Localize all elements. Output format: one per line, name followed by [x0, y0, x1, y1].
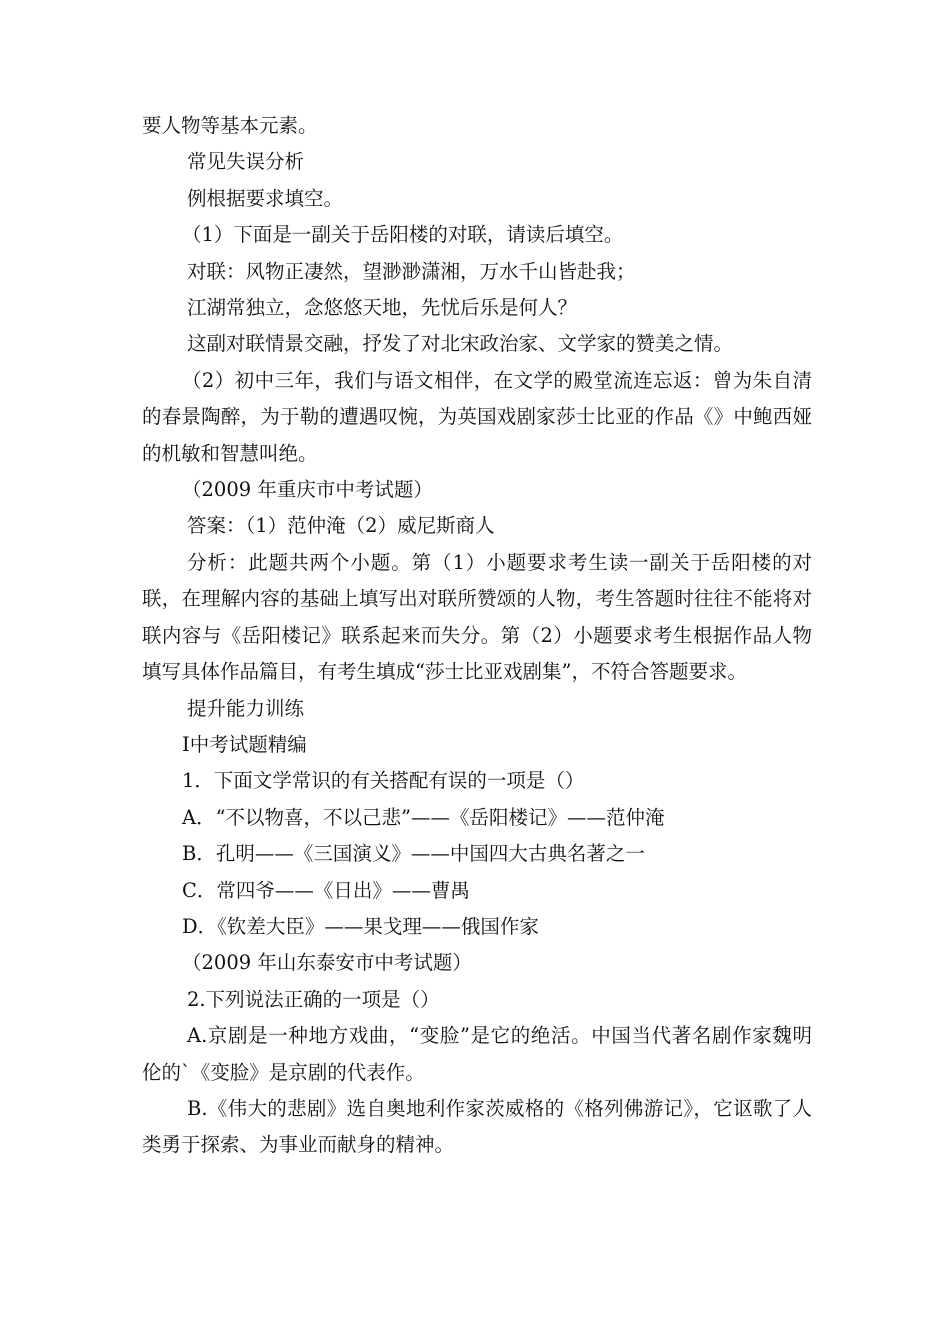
paragraph-intro-tail: 要人物等基本元素。 — [142, 114, 318, 137]
paragraph-source-taian: （2009 年山东泰安市中考试题） — [182, 951, 472, 975]
paragraph-question-1: （1）下面是一副关于岳阳楼的对联，请读后填空。 — [182, 223, 624, 247]
question-2-option-b: B.《伟大的悲剧》选自奥地利作家茨威格的《格列佛游记》，它讴歌了人类勇于探索、为事业而献身的精神。 — [142, 1096, 812, 1157]
question-1-option-c: C．常四爷——《日出》——曹禺 — [182, 878, 470, 902]
paragraph-analysis: 分析：此题共两个小题。第（1）小题要求考生读一副关于岳阳楼的对联，在理解内容的基础上填写出对联所赞颂的人物，考生答题时往往不能将对联内容与《岳阳楼记》联系起来而失分。第（2）小题要求考生根据作品人物填写具体作品篇目，有考生填成“莎士比亚戏剧集”，不符合答题要求。 — [142, 550, 812, 684]
question-1-option-a: A．“不以物喜，不以己悲”——《岳阳楼记》——范仲淹 — [182, 805, 665, 829]
paragraph-example: 例根据要求填空。 — [187, 186, 344, 210]
section-heading-common-errors: 常见失误分析 — [187, 150, 305, 174]
question-2-stem: 2.下列说法正确的一项是（） — [187, 987, 440, 1011]
paragraph-question-2: （2）初中三年，我们与语文相伴，在文学的殿堂流连忘返：曾为朱自清的春景陶醉，为于勒的遭遇叹惋，为英国戏剧家莎士比亚的作品《》中鲍西娅的机敏和智慧叫绝。 — [142, 368, 812, 465]
question-1-stem: 1．下面文学常识的有关搭配有误的一项是（） — [182, 769, 585, 793]
paragraph-couplet-line-1: 对联：风物正凄然，望渺渺潇湘，万水千山皆赴我； — [187, 259, 636, 283]
document-body — [142, 108, 812, 1164]
question-2-option-a: A.京剧是一种地方戏曲，“变脸”是它的绝活。中国当代著名剧作家魏明伦的`《变脸》是京剧的代表作。 — [142, 1024, 812, 1084]
question-1-option-b: B．孔明——《三国演义》——中国四大古典名著之一 — [182, 842, 645, 866]
paragraph-couplet-line-2: 江湖常独立，念悠悠天地，先忧后乐是何人？ — [187, 296, 578, 320]
paragraph-answer: 答案：（1）范仲淹（2）威尼斯商人 — [187, 514, 495, 538]
paragraph-couplet-comment: 这副对联情景交融，抒发了对北宋政治家、文学家的赞美之情。 — [187, 332, 734, 356]
section-heading-exam-selection: Ⅰ中考试题精编 — [182, 732, 307, 756]
section-heading-training: 提升能力训练 — [187, 696, 305, 720]
question-1-option-d: D．《钦差大臣》——果戈理——俄国作家 — [182, 914, 539, 938]
paragraph-source-chongqing: （2009 年重庆市中考试题） — [182, 478, 433, 502]
